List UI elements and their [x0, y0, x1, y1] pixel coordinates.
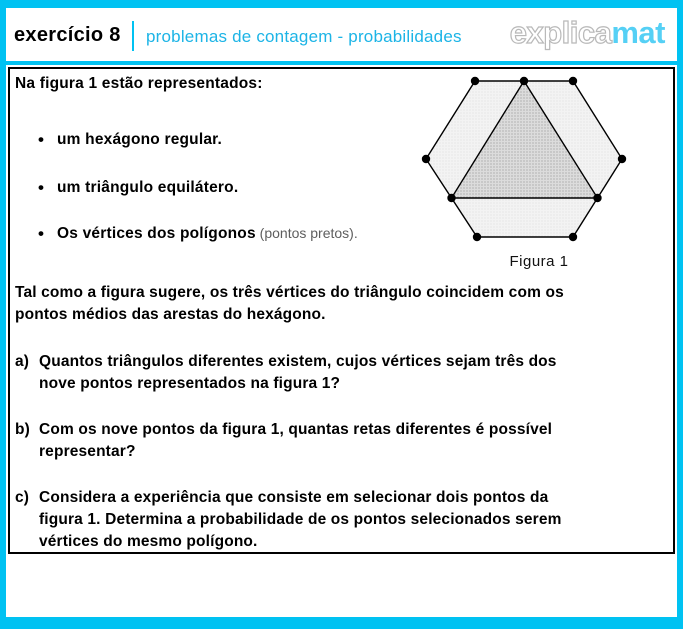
explicamat-logo: [510, 15, 665, 51]
intro-text: Na figura 1 estão representados:: [15, 75, 263, 92]
question-b-line: Com os nove pontos da figura 1, quantas retas diferentes é possível: [39, 421, 553, 438]
bullet-item-hexagon: [38, 131, 222, 149]
page-border-right: [677, 0, 683, 629]
figure-caption: Figura 1: [509, 253, 569, 270]
bullet-item-vertices: [38, 225, 358, 243]
vertex-dot: [473, 233, 481, 241]
vertex-dot: [569, 77, 577, 85]
logo-part-mat: mat: [611, 15, 665, 50]
content-box: [8, 67, 675, 554]
header-separator: [132, 21, 134, 51]
vertex-dot: [593, 194, 601, 202]
statement-line: pontos médios das arestas do hexágono.: [15, 306, 326, 323]
hexagon-triangle-drawing: [415, 73, 645, 249]
bullet-text: um triângulo equilátero.: [57, 179, 239, 196]
header: [6, 8, 677, 61]
question-c-line: figura 1. Determina a probabilidade de os pontos selecionados serem: [39, 511, 562, 528]
question-a-line: nove pontos representados na figura 1?: [39, 375, 341, 392]
question-b-label: b): [15, 421, 30, 438]
question-c-line: vértices do mesmo polígono.: [39, 533, 258, 550]
exercise-subtitle: problemas de contagem - probabilidades: [146, 27, 462, 46]
vertex-dot: [447, 194, 455, 202]
question-c-label: c): [15, 489, 30, 506]
statement-paragraph: [15, 282, 564, 326]
vertex-dot: [569, 233, 577, 241]
bullet-text: Os vértices dos polígonos: [57, 225, 256, 242]
figure-1: [415, 73, 645, 270]
question-a: [15, 351, 557, 395]
vertex-dot: [520, 77, 528, 85]
question-b-line: representar?: [39, 443, 136, 460]
vertex-dot: [618, 155, 626, 163]
bullet-text: um hexágono regular.: [57, 131, 223, 148]
logo-part-explica: explica: [509, 15, 612, 50]
vertex-dot: [471, 77, 479, 85]
bullet-item-triangle: [38, 179, 238, 197]
question-c: [15, 487, 562, 553]
question-a-label: a): [15, 353, 30, 370]
page-border-left: [0, 0, 6, 629]
question-c-line: Considera a experiência que consiste em selecionar dois pontos da: [39, 489, 549, 506]
vertex-dot: [422, 155, 430, 163]
header-divider: [0, 61, 683, 65]
question-a-line: Quantos triângulos diferentes existem, cujos vértices sejam três dos: [39, 353, 557, 370]
bullet-text-note: (pontos pretos).: [255, 225, 358, 241]
statement-line: Tal como a figura sugere, os três vértices do triângulo coincidem com os: [15, 284, 564, 301]
page-border-top: [0, 0, 683, 8]
question-b: [15, 419, 552, 463]
page-border-bottom: [0, 617, 683, 629]
exercise-number-title: exercício 8: [14, 24, 121, 46]
